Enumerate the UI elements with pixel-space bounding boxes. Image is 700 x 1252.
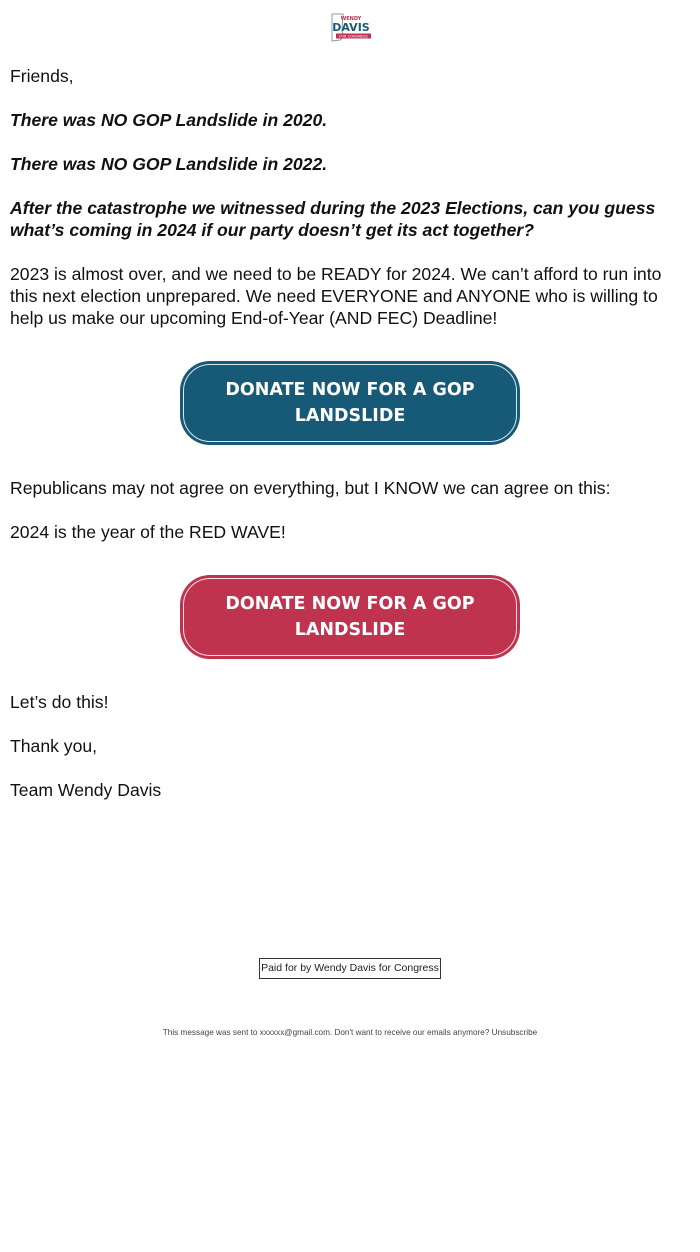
logo-line2: DAVIS bbox=[332, 21, 370, 34]
logo-line3: FOR CONGRESS bbox=[339, 34, 368, 39]
greeting: Friends, bbox=[10, 66, 74, 86]
logo-state-outline-icon bbox=[329, 13, 373, 43]
paragraph-red-wave: 2024 is the year of the RED WAVE! bbox=[10, 522, 286, 542]
paragraph-agree: Republicans may not agree on everything, but I KNOW we can agree on this: bbox=[10, 478, 611, 498]
campaign-logo bbox=[329, 13, 373, 43]
unsubscribe-link[interactable]: Unsubscribe bbox=[491, 1028, 538, 1037]
logo-line1: WENDY bbox=[340, 16, 362, 22]
paid-for-disclaimer: Paid for by Wendy Davis for Congress bbox=[259, 958, 441, 979]
statement-2022: There was NO GOP Landslide in 2022. bbox=[10, 154, 328, 174]
footer-sent-to-text: This message was sent to xxxxxx@gmail.com. Don't want to receive our emails anymore? bbox=[162, 1028, 490, 1037]
closing-thank-you: Thank you, bbox=[10, 736, 98, 756]
signature: Team Wendy Davis bbox=[10, 780, 162, 800]
footer-message bbox=[0, 1027, 700, 1039]
statement-2023: After the catastrophe we witnessed during the 2023 Elections, can you guess what’s coming in 2024 if our party doesn’t get its act together? bbox=[10, 198, 656, 240]
statement-2020: There was NO GOP Landslide in 2020. bbox=[10, 110, 328, 130]
donate-button-blue[interactable]: DONATE NOW FOR A GOP LANDSLIDE bbox=[180, 361, 520, 445]
donate-button-red[interactable]: DONATE NOW FOR A GOP LANDSLIDE bbox=[180, 575, 520, 659]
closing-lets-do-this: Let’s do this! bbox=[10, 692, 109, 712]
paragraph-ready: 2023 is almost over, and we need to be READY for 2024. We can’t afford to run into this next election unprepared. We need EVERYONE and ANYONE who is willing to help us make our upcoming End-of-Year (AND FEC) Deadline! bbox=[10, 264, 662, 328]
